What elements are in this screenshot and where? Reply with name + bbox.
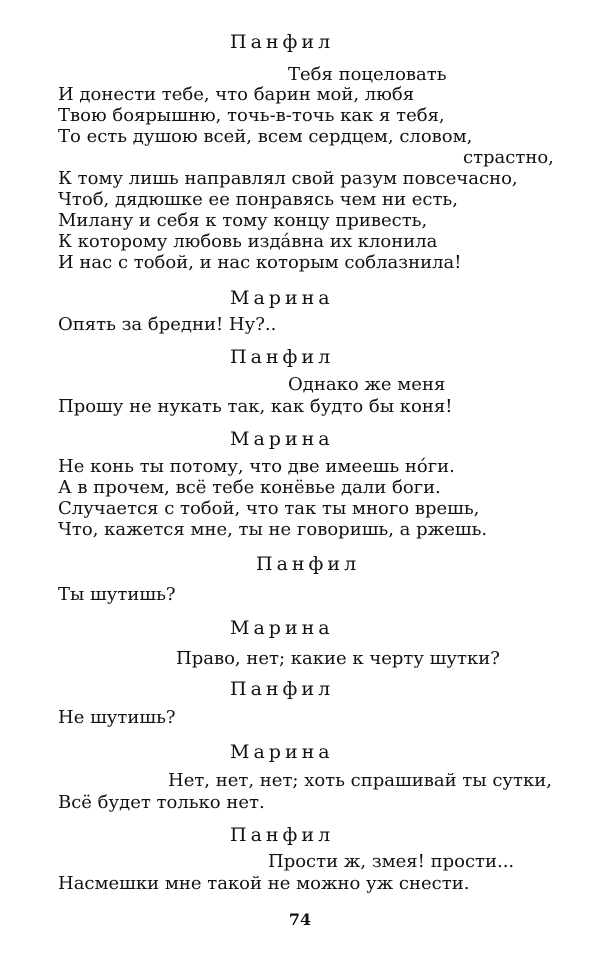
verse-line: Всё будет только нет. (58, 792, 265, 813)
speaker-name: Панфил (230, 824, 335, 846)
verse-line: Однако же меня (288, 374, 446, 395)
verse-line: страстно, (463, 147, 554, 168)
verse-line: А в прочем, всё тебе конёвье дали боги. (58, 477, 441, 498)
speaker-name: Панфил (230, 346, 335, 368)
verse-line: Насмешки мне такой не можно уж снести. (58, 873, 470, 894)
verse-line: То есть душою всей, всем сердцем, словом, (58, 126, 473, 147)
verse-line: Чтоб, дядюшке ее понравясь чем ни есть, (58, 189, 458, 210)
verse-stanza (58, 84, 558, 147)
verse-line: Опять за бредни! Ну?.. (58, 314, 277, 335)
verse-line: Прости ж, змея! прости... (268, 851, 515, 872)
speaker-name: Марина (230, 287, 334, 309)
verse-stanza (58, 456, 558, 540)
verse-line: Право, нет; какие к черту шутки? (176, 648, 500, 669)
verse-line: Не шутишь? (58, 707, 176, 728)
verse-line: И нас с тобой, и нас которым соблазнила! (58, 252, 462, 273)
speaker-name: Панфил (230, 31, 335, 53)
verse-stanza (58, 168, 558, 273)
speaker-name: Марина (230, 428, 334, 450)
verse-line: Твою боярышню, точь-в-точь как я тебя, (58, 105, 445, 126)
verse-line: И донести тебе, что барин мой, любя (58, 84, 415, 105)
verse-line: Милану и себя к тому концу привесть, (58, 210, 428, 231)
verse-line: Прошу не нукать так, как будто бы коня! (58, 396, 453, 417)
verse-line: Нет, нет, нет; хоть спрашивай ты сутки, (168, 770, 552, 791)
speaker-name: Марина (230, 617, 334, 639)
verse-line: Ты шутишь? (58, 584, 176, 605)
verse-line: Тебя поцеловать (288, 64, 447, 85)
speaker-name: Панфил (256, 553, 361, 575)
verse-line: К которому любовь издáвна их клонила (58, 231, 438, 252)
page-number: 74 (288, 910, 312, 929)
speaker-name: Панфил (230, 678, 335, 700)
verse-line: Что, кажется мне, ты не говоришь, а ржешь. (58, 519, 488, 540)
verse-line: Не конь ты потому, что две имеешь нóги. (58, 456, 455, 477)
verse-line: К тому лишь направлял свой разум повсечасно, (58, 168, 518, 189)
speaker-name: Марина (230, 741, 334, 763)
verse-line: Случается с тобой, что так ты много врешь, (58, 498, 480, 519)
